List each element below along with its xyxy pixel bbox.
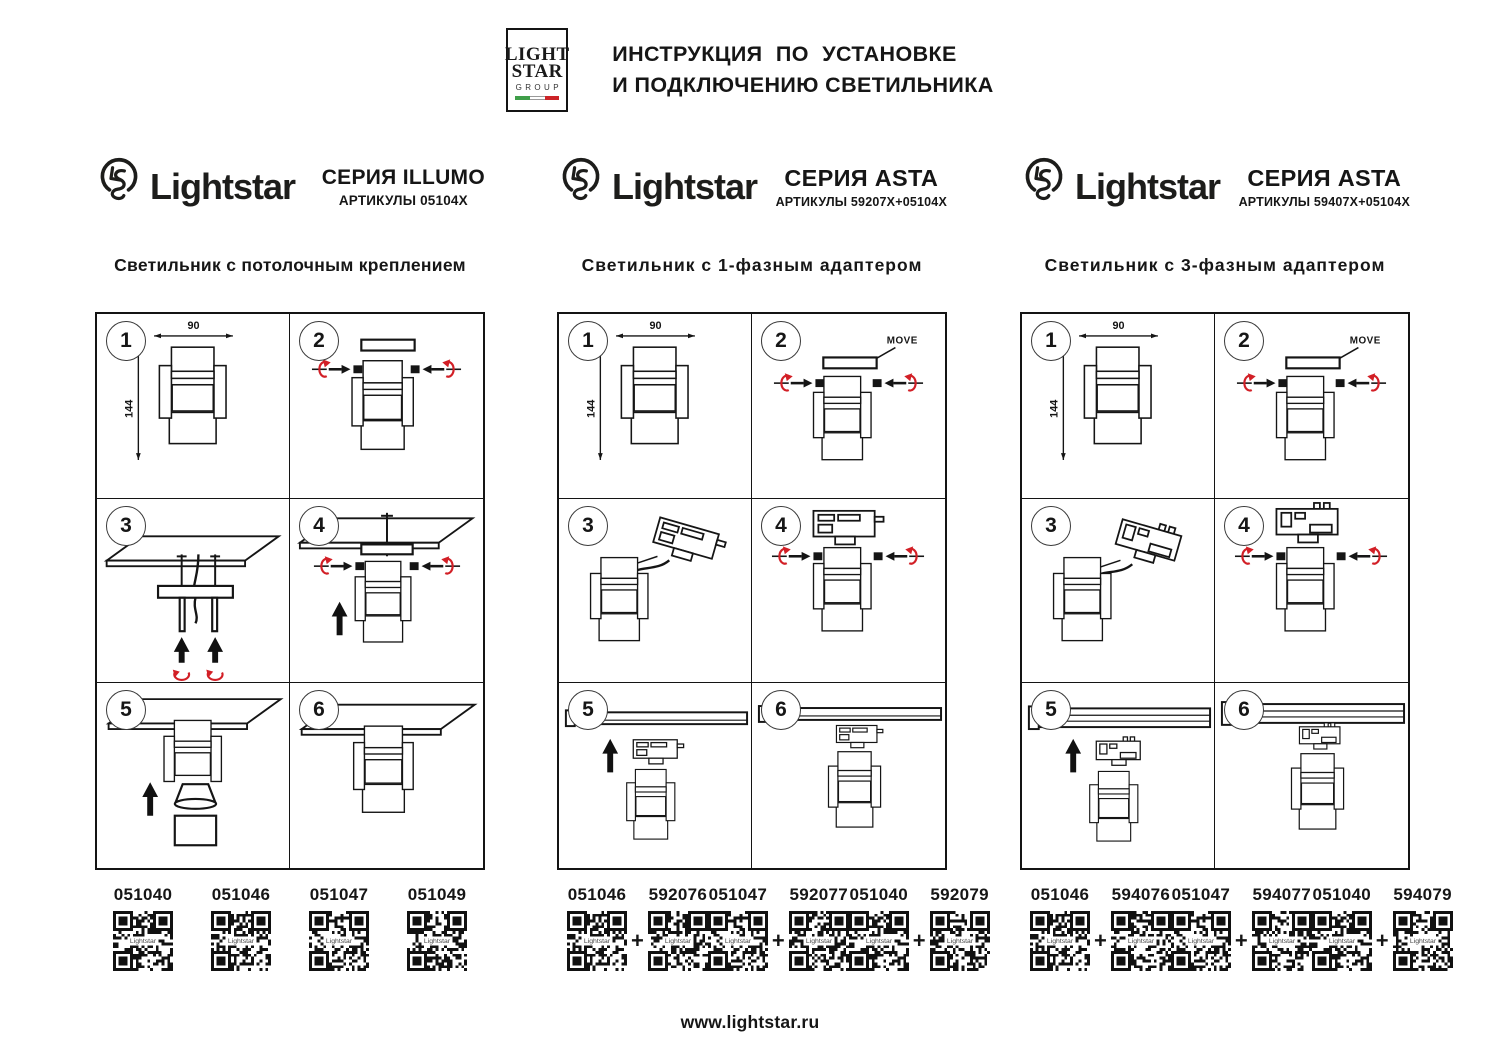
- step-cell-5: [559, 683, 752, 868]
- steps-grid: [1020, 312, 1410, 870]
- series-articles: АРТИКУЛЫ 59407X+05104X: [1238, 195, 1410, 209]
- step-number-badge: 5: [106, 690, 146, 730]
- qr-item: [1111, 885, 1171, 971]
- italian-flag-bar: [515, 96, 559, 100]
- qr-code: [930, 911, 990, 971]
- step-cell-1: [559, 314, 752, 499]
- step-number-badge: 4: [1224, 506, 1264, 546]
- step-cell-5: [1022, 683, 1215, 868]
- svg-text:Lightstar: Lightstar: [227, 938, 255, 945]
- svg-text:Lightstar: Lightstar: [946, 938, 973, 945]
- qr-code: [407, 911, 467, 971]
- qr-code: [309, 911, 369, 971]
- lightstar-bulb-icon: [557, 156, 605, 218]
- step-cell-6: [752, 683, 945, 868]
- qr-code: [648, 911, 708, 971]
- step-number-badge: 6: [761, 690, 801, 730]
- column-subtitle: Светильник с потолочным креплением: [114, 255, 466, 275]
- step-number-badge: 6: [299, 690, 339, 730]
- step-number-badge: 1: [1031, 321, 1071, 361]
- step-cell-6: [1215, 683, 1408, 868]
- plus-sign: +: [771, 928, 785, 953]
- lightstar-group-logo: [506, 28, 568, 112]
- qr-item: [789, 885, 849, 971]
- step-cell-2: [752, 314, 945, 499]
- qr-item: [309, 885, 369, 971]
- brand-row: [557, 143, 947, 231]
- dim-height: 144: [123, 399, 136, 418]
- move-label: MOVE: [886, 335, 918, 347]
- column-subtitle: Светильник с 3-фазным адаптером: [1044, 255, 1386, 275]
- svg-text:Lightstar: Lightstar: [423, 938, 451, 945]
- dim-width: 90: [1112, 320, 1125, 333]
- qr-item: [1252, 885, 1312, 971]
- article-number: 051047: [309, 885, 369, 904]
- svg-text:Lightstar: Lightstar: [664, 938, 691, 945]
- qr-item: [113, 885, 173, 971]
- lightstar-bulb-icon: [1020, 156, 1068, 218]
- series-title: СЕРИЯ ASTA: [1247, 165, 1402, 191]
- step-number-badge: 2: [761, 321, 801, 361]
- article-number: 051046: [211, 885, 271, 904]
- step-number-badge: 1: [568, 321, 608, 361]
- qr-item: [1030, 885, 1090, 971]
- lightstar-bulb-icon: [95, 156, 143, 218]
- qr-row: [1020, 885, 1452, 971]
- series-articles: АРТИКУЛЫ 59207X+05104X: [775, 195, 947, 209]
- step-cell-3: [559, 499, 752, 684]
- step-cell-4: [290, 499, 483, 684]
- qr-item: [211, 885, 271, 971]
- article-number: 051046: [567, 885, 627, 904]
- series-block: [322, 166, 485, 208]
- svg-text:Lightstar: Lightstar: [1046, 938, 1074, 945]
- step-number-badge: 3: [106, 506, 146, 546]
- qr-row: [557, 885, 989, 971]
- svg-text:Lightstar: Lightstar: [1187, 938, 1214, 945]
- svg-text:Lightstar: Lightstar: [1127, 938, 1154, 945]
- article-number: 594077: [1252, 885, 1311, 904]
- svg-text:Lightstar: Lightstar: [865, 938, 892, 945]
- qr-code: [789, 911, 849, 971]
- qr-pair: [567, 885, 708, 971]
- dim-height: 144: [1048, 399, 1061, 418]
- qr-code: [849, 911, 909, 971]
- qr-code: [1171, 911, 1231, 971]
- article-number: 594079: [1393, 885, 1452, 904]
- qr-item: [407, 885, 467, 971]
- plus-sign: +: [631, 928, 644, 953]
- series-title: СЕРИЯ ILLUMO: [321, 166, 485, 189]
- qr-row: [95, 885, 485, 971]
- step-number-badge: 2: [299, 321, 339, 361]
- step-cell-4: [752, 499, 945, 684]
- qr-item: [1312, 885, 1372, 971]
- step-number-badge: 4: [299, 506, 339, 546]
- document-title: [612, 39, 993, 101]
- title-line1: ИНСТРУКЦИЯ ПО УСТАНОВКЕ: [612, 41, 957, 66]
- qr-code: [1393, 911, 1453, 971]
- document-header: [0, 28, 1500, 112]
- step-cell-3: [1022, 499, 1215, 684]
- step-cell-1: [97, 314, 290, 499]
- qr-pair: [708, 885, 849, 971]
- qr-pair: [1312, 885, 1453, 971]
- step-number-badge: 5: [568, 690, 608, 730]
- svg-text:Lightstar: Lightstar: [1409, 938, 1436, 945]
- series-title: СЕРИЯ ASTA: [784, 165, 939, 191]
- plus-sign: +: [1094, 928, 1107, 953]
- qr-code: [1030, 911, 1090, 971]
- qr-item: [1171, 885, 1231, 971]
- article-number: 051047: [708, 885, 768, 904]
- article-number: 592076: [648, 885, 708, 904]
- title-line2: И ПОДКЛЮЧЕНИЮ СВЕТИЛЬНИКА: [612, 73, 994, 97]
- article-number: 051040: [113, 885, 173, 904]
- qr-item: [849, 885, 909, 971]
- step-cell-2: [290, 314, 483, 499]
- qr-code: [211, 911, 271, 971]
- series-block: [776, 165, 947, 209]
- svg-text:Lightstar: Lightstar: [325, 938, 353, 945]
- article-number: 051047: [1171, 885, 1231, 904]
- qr-code: [1312, 911, 1372, 971]
- step-number-badge: 6: [1224, 690, 1264, 730]
- brand-row: [95, 143, 485, 231]
- steps-grid: [95, 312, 485, 870]
- svg-text:Lightstar: Lightstar: [724, 938, 751, 945]
- step-cell-5: [97, 683, 290, 868]
- dim-height: 144: [585, 399, 598, 418]
- website-url: www.lightstar.ru: [680, 1012, 820, 1032]
- article-number: 051040: [849, 885, 908, 904]
- lightstar-wordmark: Lightstar: [1075, 166, 1221, 207]
- qr-code: [1111, 911, 1171, 971]
- plus-sign: +: [1234, 928, 1248, 953]
- logo-line1: LIGHT: [504, 43, 570, 65]
- logo-line2: STAR: [511, 61, 563, 82]
- step-number-badge: 2: [1224, 321, 1264, 361]
- qr-item: [708, 885, 768, 971]
- step-cell-6: [290, 683, 483, 868]
- svg-text:Lightstar: Lightstar: [129, 938, 157, 945]
- svg-text:Lightstar: Lightstar: [1328, 938, 1355, 945]
- steps-grid: [557, 312, 947, 870]
- column-subtitle: Светильник с 1-фазным адаптером: [581, 255, 923, 275]
- qr-pair: [1030, 885, 1171, 971]
- qr-pair: [1171, 885, 1312, 971]
- step-number-badge: 4: [761, 506, 801, 546]
- dim-width: 90: [649, 320, 662, 333]
- svg-text:Lightstar: Lightstar: [583, 938, 611, 945]
- step-number-badge: 3: [568, 506, 608, 546]
- qr-item: [648, 885, 708, 971]
- step-cell-2: [1215, 314, 1408, 499]
- qr-code: [1252, 911, 1312, 971]
- step-number-badge: 1: [106, 321, 146, 361]
- series-block: [1239, 165, 1410, 209]
- article-number: 051046: [1030, 885, 1090, 904]
- qr-code: [708, 911, 768, 971]
- lightstar-wordmark: Lightstar: [612, 166, 758, 207]
- brand-row: [1020, 143, 1410, 231]
- article-number: 051040: [1312, 885, 1371, 904]
- dim-width: 90: [187, 320, 200, 333]
- series-articles: АРТИКУЛЫ 05104X: [338, 193, 468, 208]
- qr-item: [1393, 885, 1453, 971]
- step-cell-3: [97, 499, 290, 684]
- article-number: 592079: [930, 885, 989, 904]
- qr-pair: [849, 885, 990, 971]
- move-label: MOVE: [1349, 335, 1381, 347]
- article-number: 594076: [1111, 885, 1171, 904]
- step-number-badge: 3: [1031, 506, 1071, 546]
- step-cell-1: [1022, 314, 1215, 499]
- qr-code: [567, 911, 627, 971]
- plus-sign: +: [912, 928, 926, 953]
- svg-text:Lightstar: Lightstar: [1268, 938, 1295, 945]
- lightstar-wordmark: Lightstar: [150, 166, 296, 207]
- plus-sign: +: [1375, 928, 1389, 953]
- logo-line3: GROUP: [515, 83, 562, 93]
- step-number-badge: 5: [1031, 690, 1071, 730]
- qr-code: [113, 911, 173, 971]
- article-number: 592077: [789, 885, 848, 904]
- step-cell-4: [1215, 499, 1408, 684]
- qr-item: [930, 885, 990, 971]
- svg-text:Lightstar: Lightstar: [805, 938, 832, 945]
- qr-item: [567, 885, 627, 971]
- article-number: 051049: [407, 885, 467, 904]
